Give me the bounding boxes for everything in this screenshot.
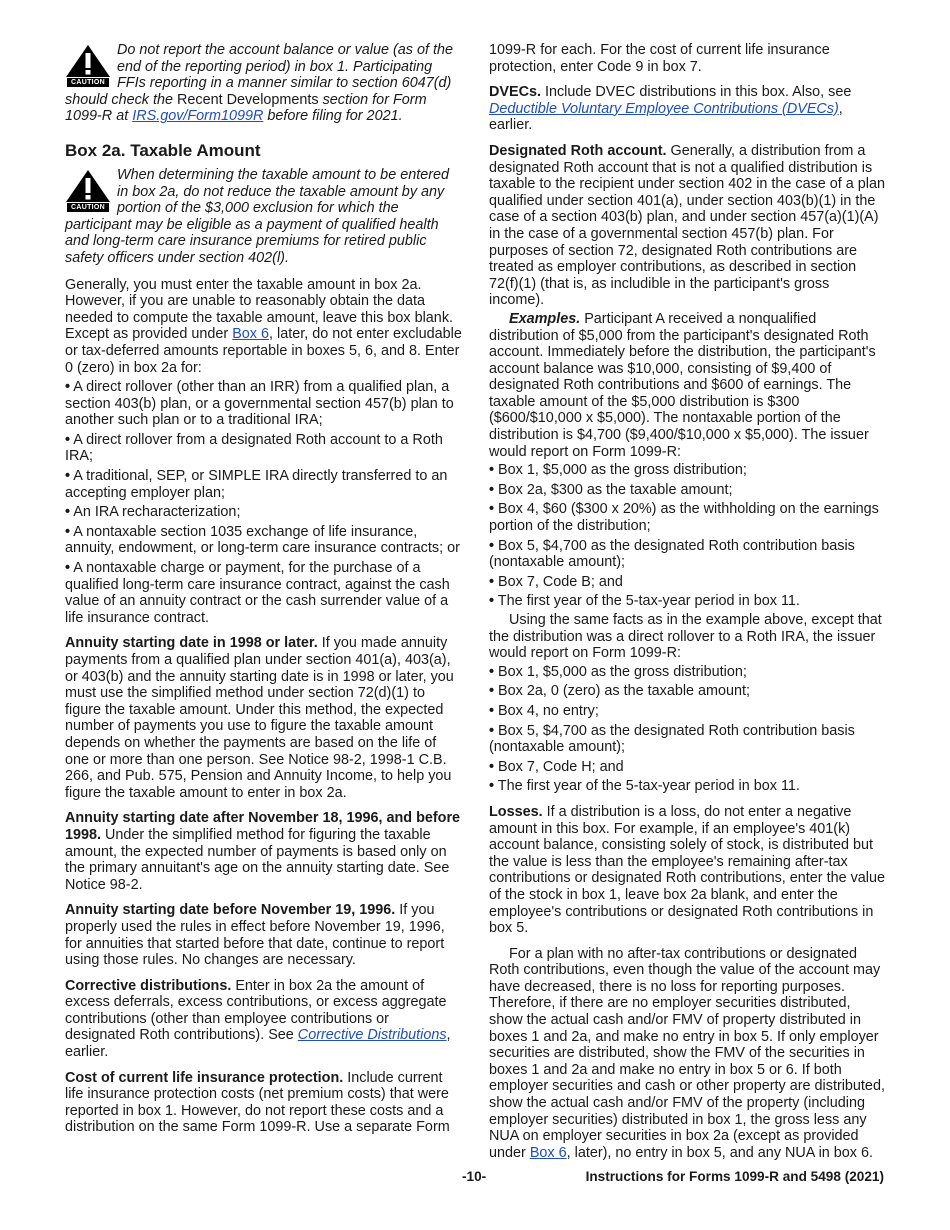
rollover-bullet-list: [489, 664, 886, 795]
annuity-after-1996-paragraph: Annuity starting date after November 18, 1996, and before 1998. Under the simplified method for figuring the taxable amount, the expected number of payments is based only on the primary annuitant's age on the annuity starting date. See Notice 98-2.: [65, 810, 461, 893]
caution-icon: [65, 169, 111, 215]
continuation-paragraph: 1099-R for each. For the cost of current life insurance protection, enter Code 9 in box 7.: [489, 42, 830, 75]
caution-label: CAUTION: [67, 78, 109, 87]
losses-paragraph: Losses. If a distribution is a loss, do not enter a negative amount in this box. For example, if an employee's 401(k) account balance, consisting solely of stock, is distributed but the value is less than the employee's remaining after-tax contributions or designated Roth contributions, enter the value of the stock in box 1, leave box 2a blank, and enter the employee's contributions or designated Roth contributions in box 5.: [489, 803, 885, 937]
same-facts-paragraph: Using the same facts as in the example above, except that the distribution was a direct rollover to a Roth IRA, the issuer would report on Form 1099-R:: [489, 612, 882, 662]
list-item: • A nontaxable section 1035 exchange of life insurance, annuity, endowment, or long-term care insurance contracts; or: [65, 523, 460, 557]
box-6-link[interactable]: Box 6: [232, 326, 270, 343]
list-item: • A direct rollover (other than an IRR) from a qualified plan, a section 403(b) plan, or a governmental section 457(b) plan to another such plan or to a traditional IRA;: [65, 379, 454, 429]
page-number: -10-: [462, 1169, 487, 1184]
list-item: • The first year of the 5-tax-year period in box 11.: [489, 778, 800, 795]
caution-note-account-balance: CAUTION Do not report the account balance or value (as of the end of the reporting period) in box 1. Participating FFIs reporting in a manner similar to section 6047(d) should check the Recent Developments section for Form 1099-R at IRS.gov/Form1099R before filing for 2021.: [65, 42, 453, 125]
list-item: • Box 4, no entry;: [489, 702, 599, 719]
example-bullet-list: [489, 462, 886, 610]
box-2a-heading: Box 2a. Taxable Amount: [65, 140, 261, 160]
list-item: • A direct rollover from a designated Roth account to a Roth IRA;: [65, 431, 443, 465]
designated-roth-paragraph: Designated Roth account. Generally, a distribution from a designated Roth account that is not a qualified distribution is taxable to the recipient under section 402 in the case of a plan qualified under section 401(a), under section 403(b)(1) in the case of a section 403(b) plan, and under section 457(a)(1)(A) in the case of a governmental section 457(b) plan. For purposes of section 72, designated Roth contributions are treated as employer contributions, as described in section 72(f)(1) (that is, as includible in the participant's gross income).: [489, 142, 886, 309]
box-6-link[interactable]: Box 6: [529, 1144, 567, 1161]
right-column: [489, 42, 886, 1170]
list-item: • Box 2a, $300 as the taxable amount;: [489, 481, 733, 498]
corrective-distributions-link[interactable]: Corrective Distributions: [297, 1027, 447, 1044]
examples-paragraph: Examples. Participant A received a nonqualified distribution of $5,000 from the participant's designated Roth account. Immediately before the distribution, the participant's account balance was $10,000, consisting of $9,400 of designated Roth contributions and $600 of earnings. The taxable amount of the $5,000 distribution is $300 ($600/$10,000 x $5,000). The nontaxable portion of the distribution is $4,700 ($9,400/$10,000 x $5,000). The issuer would report on Form 1099-R:: [489, 310, 876, 460]
annuity-before-1996-paragraph: Annuity starting date before November 19, 1996. If you properly used the rules in effect before November 19, 1996, for annuities that started before that date, continue to report using those rules. No changes are necessary.: [65, 902, 445, 969]
list-item: • The first year of the 5-tax-year period in box 11.: [489, 593, 800, 610]
life-insurance-cost-paragraph: Cost of current life insurance protection. Include current life insurance protection costs (net premium costs) that were reported in box 1. However, do not report these costs and a distribution on the same Form 1099-R. Use a separate Form: [65, 1069, 450, 1136]
no-after-tax-paragraph: For a plan with no after-tax contributions or designated Roth contributions, even though the value of the account may have decreased, there is no loss for reporting purposes. Therefore, if there are no employer securities distributed, show the actual cash and/or FMV of property distributed in boxes 1 and 2a, and make no entry in box 5. If only employer securities are distributed, show the FMV of the securities in boxes 1 and 2a and make no entry in box 5 or 6. If both employer securities and cash or other property are distributed, show the actual cash and/or FMV of the property (including employer securities) distributed in box 1, the gross less any NUA on employer securities in box 2a (except as provided under Box 6, later), no entry in box 5, and any NUA in box 6.: [489, 945, 885, 1161]
list-item: • Box 5, $4,700 as the designated Roth contribution basis (nontaxable amount);: [489, 722, 855, 756]
dvecs-link[interactable]: Deductible Voluntary Employee Contributions (DVECs): [489, 100, 839, 117]
annuity-1998-paragraph: Annuity starting date in 1998 or later. If you made annuity payments from a qualified plan under section 401(a), 403(a), or 403(b) and the annuity starting date is in 1998 or later, you must use the simplified method under section 72(d)(1) to figure the taxable amount. Under this method, the expected number of payments you use to figure the taxable amount depends on whether the payments are based on the life of one or more than one person. See Notice 98-2, 1998-1 C.B. 266, and Pub. 575, Pension and Annuity Income, to help you figure the taxable amount to enter in box 2a.: [65, 635, 454, 801]
caution-label: CAUTION: [67, 203, 109, 212]
list-item: • An IRA recharacterization;: [65, 504, 241, 521]
list-item: • Box 7, Code H; and: [489, 758, 624, 775]
taxable-intro-paragraph: Generally, you must enter the taxable amount in box 2a. However, if you are unable to reasonably obtain the data needed to compute the taxable amount, leave this box blank. Except as provided under Box 6, later, do not enter excludable or tax-deferred amounts reportable in boxes 5, 6, and 8. Enter 0 (zero) in box 2a for:: [65, 276, 462, 376]
list-item: • Box 1, $5,000 as the gross distribution;: [489, 663, 747, 680]
irs-form1099r-link[interactable]: IRS.gov/Form1099R: [132, 108, 264, 125]
list-item: • Box 5, $4,700 as the designated Roth contribution basis (nontaxable amount);: [489, 537, 855, 571]
list-item: • Box 7, Code B; and: [489, 573, 623, 590]
list-item: • Box 2a, 0 (zero) as the taxable amount;: [489, 683, 751, 700]
list-item: • A traditional, SEP, or SIMPLE IRA directly transferred to an accepting employer plan;: [65, 468, 448, 501]
dvecs-paragraph: DVECs. Include DVEC distributions in this box. Also, see Deductible Voluntary Employee Contributions (DVECs), earlier.: [489, 84, 852, 134]
caution-note-taxable-amount: CAUTION When determining the taxable amount to be entered in box 2a, do not reduce the taxable amount by any portion of the $3,000 exclusion for which the participant may be eligible as a payment of qualified health and long-term care insurance premiums for retired public safety officers under section 402(l).: [65, 166, 449, 266]
caution-icon: [65, 44, 111, 90]
zero-entry-bullet-list: [65, 379, 463, 626]
list-item: • Box 4, $60 ($300 x 20%) as the withholding on the earnings portion of the distribution;: [489, 501, 879, 535]
corrective-distributions-paragraph: Corrective distributions. Enter in box 2a the amount of excess deferrals, excess contributions, or excess aggregate contributions (other than employee contributions or designated Roth contributions). See Corrective Distributions, earlier.: [65, 977, 451, 1061]
footer-title: Instructions for Forms 1099-R and 5498 (2021): [585, 1169, 884, 1184]
list-item: • A nontaxable charge or payment, for the purchase of a qualified long-term care insurance contract, against the cash value of an annuity contract or the cash surrender value of a life insurance contract.: [65, 560, 450, 626]
list-item: • Box 1, $5,000 as the gross distribution;: [489, 462, 747, 479]
left-column: [65, 42, 463, 1145]
